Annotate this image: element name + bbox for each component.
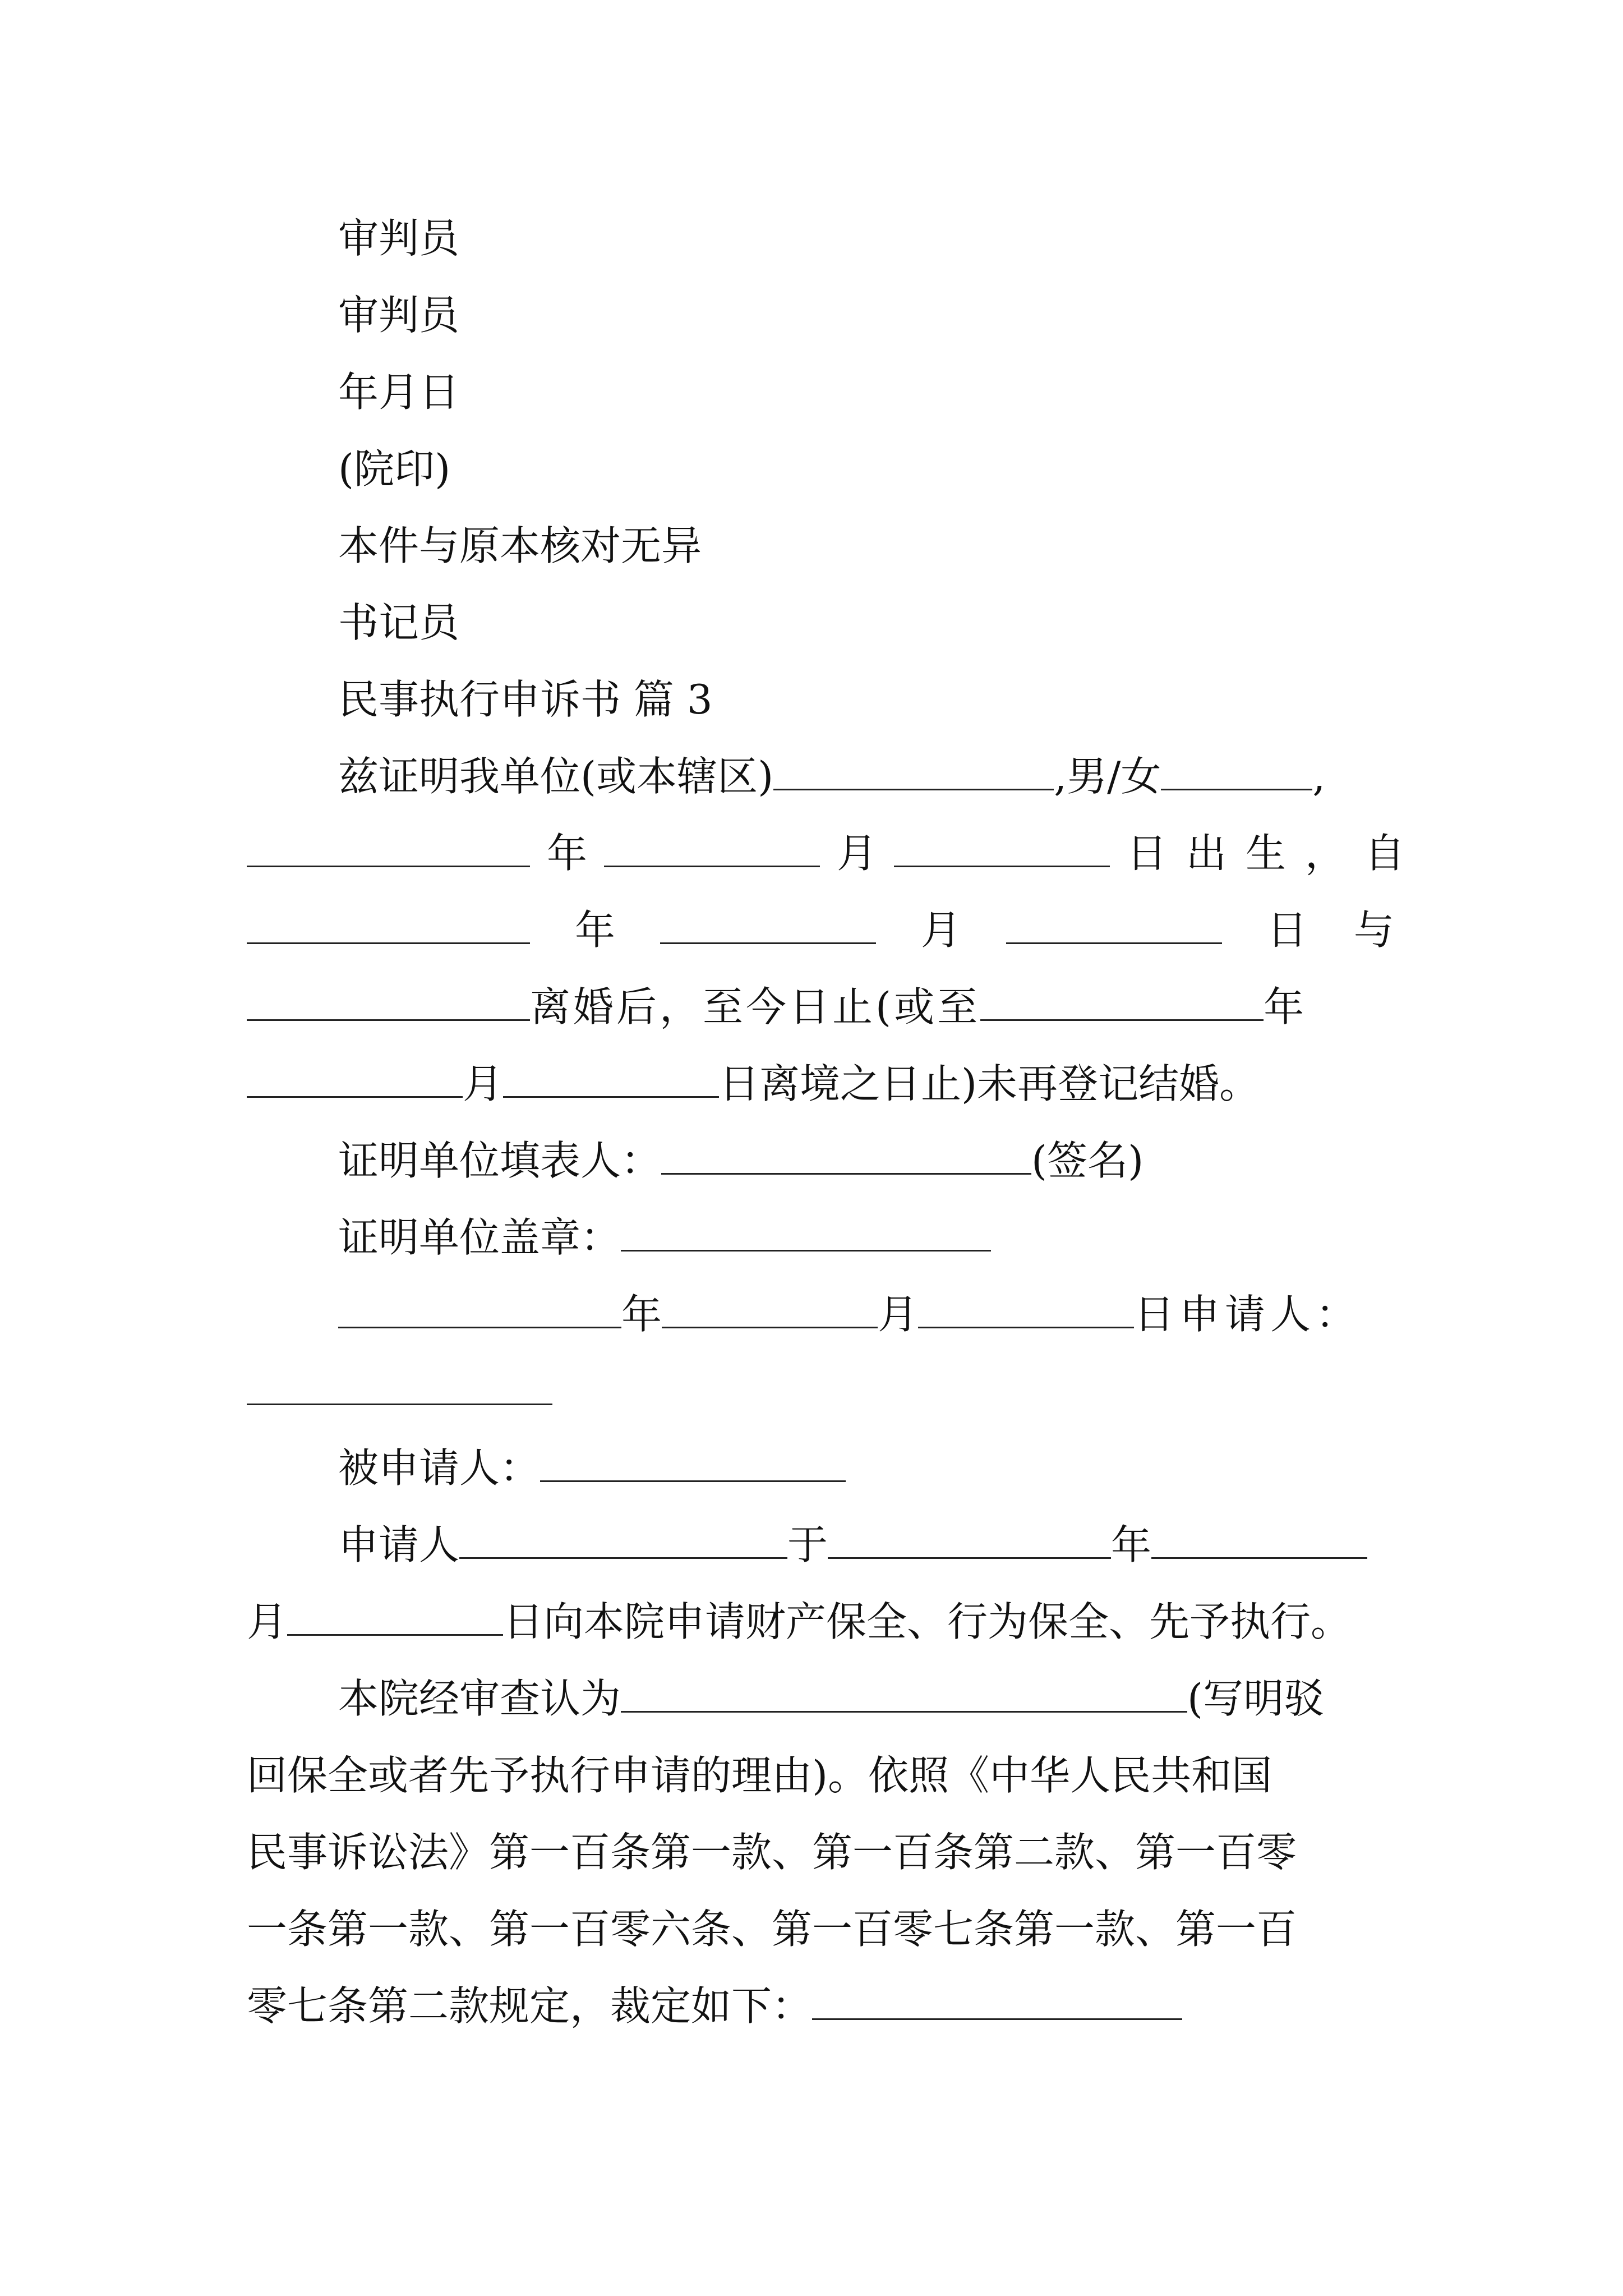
departure-month-blank[interactable] xyxy=(247,1056,463,1098)
certificate-line-2 xyxy=(247,825,1424,881)
certificate-line-5 xyxy=(247,1056,1260,1112)
ruling-blank[interactable] xyxy=(812,1978,1182,2020)
year-label: 年 xyxy=(1111,1521,1152,1568)
clerk-line: 书记员 xyxy=(338,599,460,646)
filing-year-blank[interactable] xyxy=(828,1517,1111,1559)
born-from-text: 日出生，自 xyxy=(1127,830,1424,877)
divorce-day-blank[interactable] xyxy=(1006,902,1222,944)
ruling-line-5 xyxy=(247,1978,1182,2034)
review-reason-blank[interactable] xyxy=(621,1671,1187,1713)
comma: , xyxy=(1312,753,1326,800)
applicant-text: 申请人 xyxy=(338,1521,460,1568)
birth-day-blank[interactable] xyxy=(894,825,1110,867)
ruling-line-3: 民事诉讼法》第一百条第一款、第一百条第二款、第一百零 xyxy=(247,1829,1297,1876)
respondent-label: 被申请人： xyxy=(338,1444,541,1492)
month-label: 月 xyxy=(878,1291,919,1338)
respondent-line xyxy=(338,1440,846,1496)
divorce-month-blank[interactable] xyxy=(660,902,876,944)
applicant-name-line xyxy=(247,1363,552,1419)
form-filler-line xyxy=(338,1133,1144,1189)
application-line-2 xyxy=(247,1594,1351,1650)
court-seal-line: (院印) xyxy=(338,445,451,493)
certificate-line-4 xyxy=(247,979,1304,1035)
respondent-blank[interactable] xyxy=(540,1440,846,1482)
departure-year-blank[interactable] xyxy=(980,979,1264,1021)
ruling-text: 零七条第二款规定，裁定如下： xyxy=(247,1982,813,2030)
form-filler-label: 证明单位填表人： xyxy=(338,1137,662,1184)
divorce-text: 离婚后，至今日止(或至 xyxy=(530,983,981,1030)
year-label: 年 xyxy=(547,830,588,877)
application-text: 日向本院申请财产保全、行为保全、先予执行。 xyxy=(503,1598,1352,1645)
unit-seal-label: 证明单位盖章： xyxy=(338,1214,621,1261)
ruling-line-4: 一条第一款、第一百零六条、第一百零七条第一款、第一百 xyxy=(247,1906,1297,1953)
section-heading: 民事执行申诉书 篇 3 xyxy=(338,676,713,723)
application-month-blank[interactable] xyxy=(662,1286,878,1328)
not-remarried-text: 日离境之日止)未再登记结婚。 xyxy=(719,1060,1260,1107)
judge-line-2: 审判员 xyxy=(338,292,460,339)
birth-month-blank[interactable] xyxy=(604,825,820,867)
signature-label: (签名) xyxy=(1031,1137,1144,1184)
year-label: 年 xyxy=(621,1291,662,1338)
unit-name-blank[interactable] xyxy=(773,748,1054,790)
reject-note-text: (写明驳 xyxy=(1187,1675,1325,1722)
filing-month-blank[interactable] xyxy=(1151,1517,1367,1559)
application-line-1 xyxy=(338,1517,1367,1573)
month-label: 月 xyxy=(837,830,878,877)
certificate-line-3 xyxy=(247,902,1394,958)
birth-year-blank[interactable] xyxy=(247,825,530,867)
on-text: 于 xyxy=(787,1521,828,1568)
applicant-date-line xyxy=(338,1286,1361,1342)
applicant-name-blank[interactable] xyxy=(247,1363,552,1405)
month-label: 月 xyxy=(463,1060,504,1107)
certificate-text: 兹证明我单位(或本辖区) xyxy=(338,753,774,800)
verification-line: 本件与原本核对无异 xyxy=(338,522,702,569)
judge-line-1: 审判员 xyxy=(338,215,460,262)
gender-label: ,男/女 xyxy=(1054,753,1161,800)
applicant-label: 日申请人： xyxy=(1134,1291,1362,1338)
ruling-line-2: 回保全或者先予执行申请的理由)。依照《中华人民共和国 xyxy=(247,1752,1272,1799)
ruling-line-1 xyxy=(338,1671,1324,1727)
review-text: 本院经审查认为 xyxy=(338,1675,621,1722)
date-line: 年月日 xyxy=(338,369,460,416)
year-label: 年 xyxy=(575,907,616,954)
filing-day-blank[interactable] xyxy=(287,1594,503,1636)
unit-seal-line xyxy=(338,1209,991,1266)
divorce-year-blank[interactable] xyxy=(247,902,530,944)
applicant-blank[interactable] xyxy=(459,1517,787,1559)
year-label: 年 xyxy=(1264,983,1304,1030)
unit-seal-blank[interactable] xyxy=(621,1209,991,1251)
departure-day-blank[interactable] xyxy=(503,1056,719,1098)
application-day-blank[interactable] xyxy=(918,1286,1134,1328)
day-with-text: 日 与 xyxy=(1267,907,1394,954)
form-filler-blank[interactable] xyxy=(661,1133,1031,1175)
application-year-blank[interactable] xyxy=(338,1286,621,1328)
month-label: 月 xyxy=(921,907,962,954)
ex-spouse-blank[interactable] xyxy=(247,979,530,1021)
certificate-line-1 xyxy=(338,748,1325,804)
gender-blank[interactable] xyxy=(1161,748,1312,790)
month-label: 月 xyxy=(247,1598,288,1645)
